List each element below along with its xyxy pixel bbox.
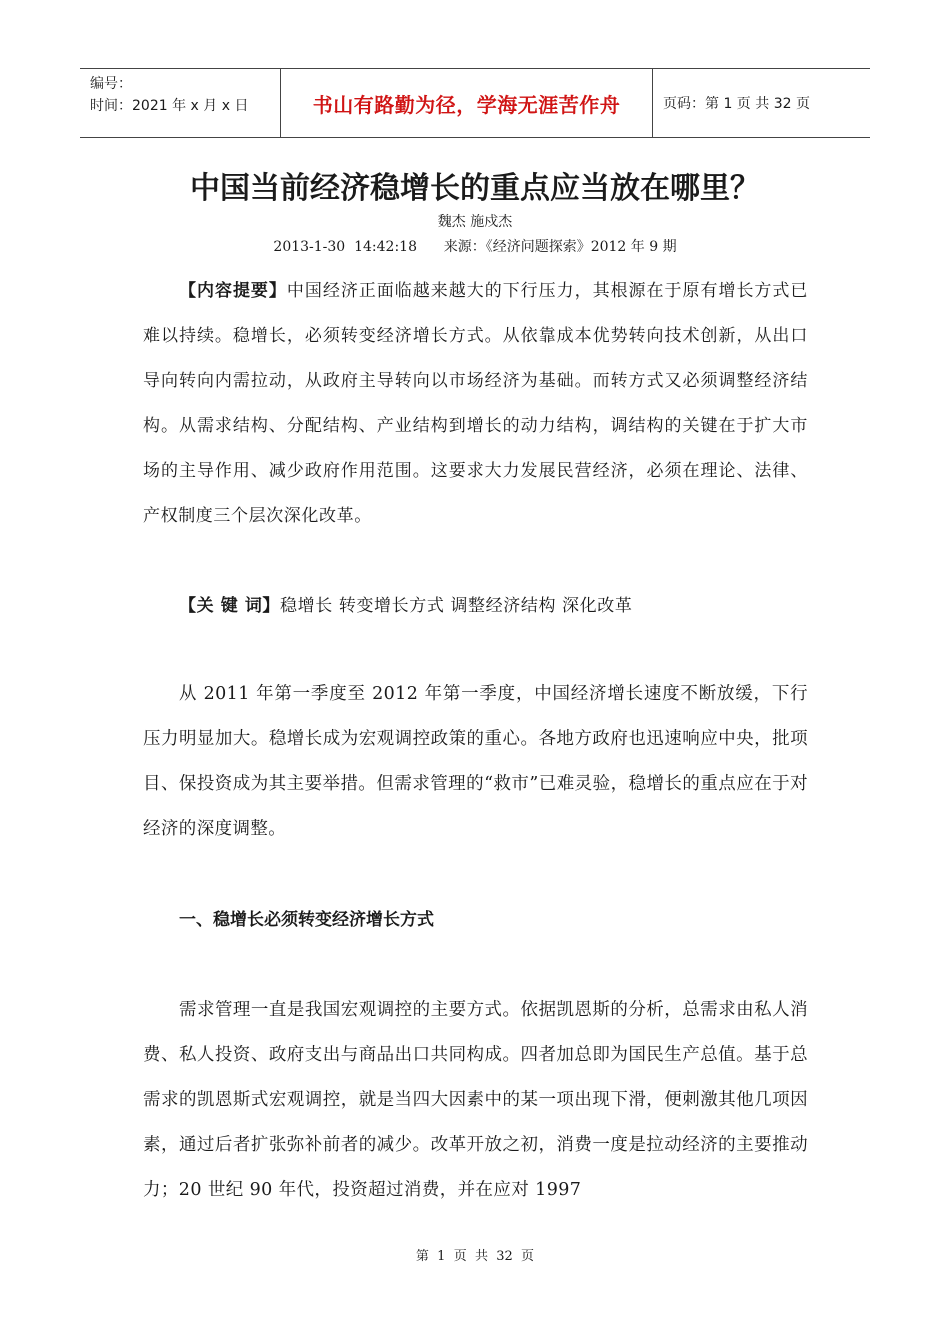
abstract [143, 269, 808, 539]
header-motto: 书山有路勤为径，学海无涯苦作舟 [312, 92, 621, 117]
article-title: 中国当前经济稳增长的重点应当放在哪里？ [190, 171, 760, 206]
page-footer: 第 1 页 共 32 页 [415, 1249, 535, 1264]
paragraph-1: 从 2011 年第一季度至 2012 年第一季度，中国经济增长速度不断放缓，下行压力明显加大。稳增长成为宏观调控政策的重心。各地方政府也迅速响应中央，批项目、保投资成为其主要举措。但需求管理的“救市”已难灵验，稳增长的重点应在于对经济的深度调整。 [143, 684, 808, 839]
keywords [143, 584, 808, 629]
header-motto-cell [280, 69, 653, 137]
abstract-label: 【内容提要】 [179, 281, 287, 301]
header-info [80, 69, 280, 137]
abstract-text: 中国经济正面临越来越大的下行压力，其根源在于原有增长方式已难以持续。稳增长，必须转变经济增长方式。从依靠成本优势转向技术创新，从出口导向转向内需拉动，从政府主导转向以市场经济为基础。而转方式又必须调整经济结构。从需求结构、分配结构、产业结构到增长的动力结构，调结构的关键在于扩大市场的主导作用、减少政府作用范围。这要求大力发展民营经济，必须在理论、法律、产权制度三个层次深化改革。 [143, 281, 808, 526]
article-authors: 魏杰 施戍杰 [437, 214, 513, 230]
paragraph-2: 需求管理一直是我国宏观调控的主要方式。依据凯恩斯的分析，总需求由私人消费、私人投资、政府支出与商品出口共同构成。四者加总即为国民生产总值。基于总需求的凯恩斯式宏观调控，就是当四大因素中的某一项出现下滑，便刺激其他几项因素，通过后者扩张弥补前者的减少。改革开放之初，消费一度是拉动经济的主要推动力；20 世纪 90 年代，投资超过消费，并在应对 1997 [143, 1000, 808, 1200]
section-heading: 一、稳增长必须转变经济增长方式 [179, 910, 434, 930]
keywords-label: 【关 键 词】 [179, 596, 281, 616]
keywords-text: 稳增长 转变增长方式 调整经济结构 深化改革 [280, 596, 633, 616]
header-page-code: 页码：第 1 页 共 32 页 [663, 96, 810, 112]
time-label: 时间：2021 年 x 月 x 日 [90, 98, 249, 114]
article-meta: 2013-1-30 14:42:18 来源：《经济问题探索》2012 年 9 期 [273, 239, 677, 255]
number-label: 编号： [90, 76, 132, 92]
page-header [80, 68, 870, 138]
